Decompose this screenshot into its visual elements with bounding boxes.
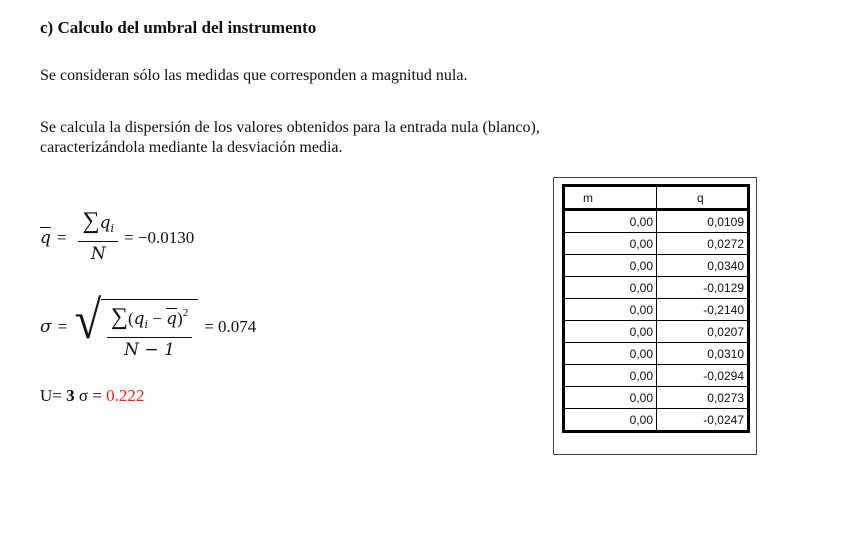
cell-q: -0,0247 <box>657 409 749 432</box>
header-q: q <box>657 186 749 210</box>
cell-q: 0,0340 <box>657 255 749 277</box>
sigma-inner-sub: i <box>144 318 149 331</box>
cell-q: 0,0207 <box>657 321 749 343</box>
cell-m: 0,00 <box>564 277 657 299</box>
threshold-result <box>40 386 144 406</box>
table-row <box>564 343 749 365</box>
cell-q: 0,0109 <box>657 210 749 233</box>
sigma-power: 2 <box>182 307 189 319</box>
mean-result: = −0.0130 <box>124 227 195 247</box>
measurements-table <box>562 184 750 433</box>
u-prefix: U= <box>40 386 67 405</box>
sigma-minus: − <box>152 309 162 328</box>
cell-m: 0,00 <box>564 409 657 432</box>
header-m: m <box>564 186 657 210</box>
mean-formula: $\overline{q}$ = $\frac{\sum q_i}{N}$ = −0.0130 <box>40 208 195 264</box>
cell-q: -0,0129 <box>657 277 749 299</box>
mean-numerator-sub: i <box>110 222 115 235</box>
u-sigma: σ = <box>74 386 107 405</box>
sigma-denominator: N − 1 <box>124 340 175 360</box>
sigma-inner-var: q <box>133 309 145 329</box>
section-heading: c) Calculo del umbral del instrumento <box>40 18 317 37</box>
cell-m: 0,00 <box>564 255 657 277</box>
table-row <box>564 255 749 277</box>
mean-numerator-var: q <box>99 213 111 233</box>
sigma-symbol: σ <box>40 317 52 337</box>
cell-m: 0,00 <box>564 387 657 409</box>
table-row <box>564 210 749 233</box>
sqrt-expression: √ $\frac{\sum(q_i - \overline{q})^2}{N - 1}$ <box>73 293 198 361</box>
u-factor: 3 <box>66 386 75 405</box>
cell-q: -0,2140 <box>657 299 749 321</box>
data-table-frame <box>553 177 757 455</box>
cell-m: 0,00 <box>564 343 657 365</box>
table-row <box>564 299 749 321</box>
u-value: 0.222 <box>106 386 145 405</box>
paragraph-dispersion <box>40 118 540 158</box>
cell-m: 0,00 <box>564 210 657 233</box>
cell-m: 0,00 <box>564 233 657 255</box>
paragraph-dispersion-line2: caracterizándola mediante la desviación media. <box>40 139 343 156</box>
mean-denominator: N <box>90 244 106 264</box>
sigma-formula: σ = √ $\frac{\sum(q_i - \overline{q})^2}{N - 1}$ = 0.074 <box>40 290 257 360</box>
sigma-result: = 0.074 <box>204 317 257 336</box>
table-header-row <box>564 186 749 210</box>
table-row <box>564 409 749 432</box>
cell-q: 0,0310 <box>657 343 749 365</box>
sigma-mean: $\overline{q}$ <box>166 309 178 329</box>
paragraph-dispersion-line1: Se calcula la dispersión de los valores obtenidos para la entrada nula (blanco), <box>40 119 540 136</box>
table-row <box>564 277 749 299</box>
paragraph-intro: Se consideran sólo las medidas que corresponden a magnitud nula. <box>40 67 468 84</box>
table-row <box>564 321 749 343</box>
cell-m: 0,00 <box>564 321 657 343</box>
mean-symbol: $\overline{q}$ <box>40 227 51 248</box>
table-row <box>564 387 749 409</box>
cell-q: 0,0273 <box>657 387 749 409</box>
cell-q: -0,0294 <box>657 365 749 387</box>
table-row <box>564 365 749 387</box>
cell-m: 0,00 <box>564 365 657 387</box>
cell-m: 0,00 <box>564 299 657 321</box>
table-row <box>564 233 749 255</box>
table-body <box>564 210 749 432</box>
cell-q: 0,0272 <box>657 233 749 255</box>
mean-fraction: $\frac{\sum q_i}{N}$ <box>78 210 118 265</box>
sigma-fraction: $\frac{\sum(q_i - \overline{q})^2}{N - 1}$ <box>107 302 192 361</box>
